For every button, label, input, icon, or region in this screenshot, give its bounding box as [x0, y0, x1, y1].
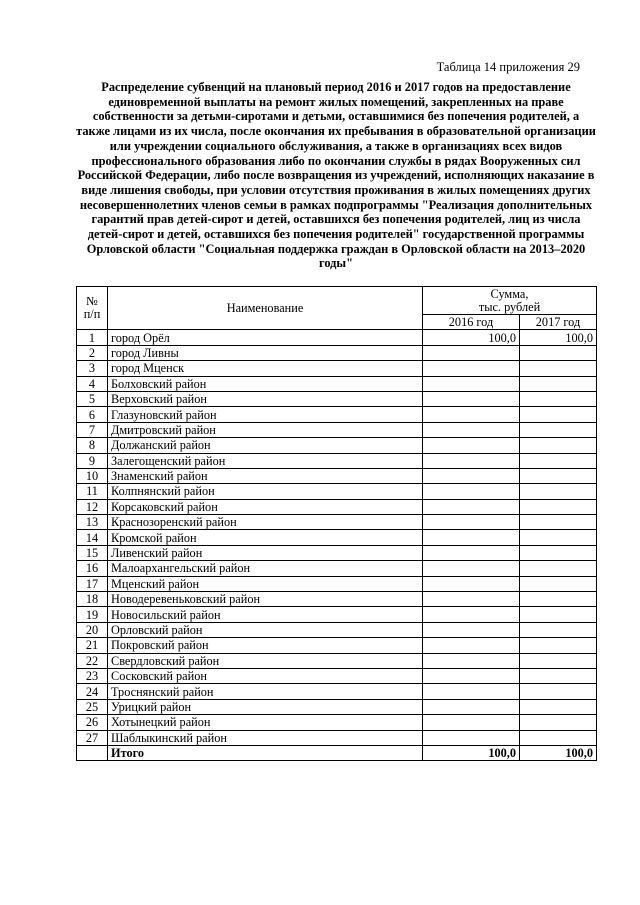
- row-value-2016: [423, 530, 520, 545]
- row-value-2016: [423, 468, 520, 483]
- row-name: Новосильский район: [108, 607, 423, 622]
- row-number: 14: [77, 530, 108, 545]
- row-value-2017: [520, 407, 597, 422]
- table-row: [77, 361, 597, 376]
- row-name: Кромской район: [108, 530, 423, 545]
- total-value-2016: 100,0: [423, 745, 520, 760]
- table-row: [77, 530, 597, 545]
- row-value-2016: [423, 576, 520, 591]
- row-name: Корсаковский район: [108, 499, 423, 514]
- row-value-2017: [520, 345, 597, 360]
- row-name: Малоархангельский район: [108, 561, 423, 576]
- row-value-2016: [423, 622, 520, 637]
- table-row: [77, 345, 597, 360]
- header-number-abbr: п/п: [83, 307, 101, 322]
- header-year-2017: 2017 год: [520, 315, 597, 330]
- row-value-2016: [423, 407, 520, 422]
- row-value-2016: [423, 592, 520, 607]
- row-name: Хотынецкий район: [108, 715, 423, 730]
- row-value-2016: [423, 484, 520, 499]
- row-value-2016: [423, 653, 520, 668]
- row-value-2016: [423, 607, 520, 622]
- row-value-2016: [423, 545, 520, 560]
- row-number: 7: [77, 422, 108, 437]
- row-value-2017: [520, 653, 597, 668]
- table-row: [77, 484, 597, 499]
- row-value-2016: [423, 668, 520, 683]
- row-value-2017: [520, 515, 597, 530]
- table-row: [77, 715, 597, 730]
- row-number: 11: [77, 484, 108, 499]
- row-number: 9: [77, 453, 108, 468]
- row-value-2016: [423, 561, 520, 576]
- row-number: 8: [77, 438, 108, 453]
- table-row: [77, 453, 597, 468]
- row-name: Колпнянский район: [108, 484, 423, 499]
- table-row: [77, 499, 597, 514]
- row-number: 23: [77, 668, 108, 683]
- row-value-2017: [520, 607, 597, 622]
- header-number: [77, 287, 108, 330]
- row-value-2016: [423, 515, 520, 530]
- row-name: Сосковский район: [108, 668, 423, 683]
- total-value-2017: 100,0: [520, 745, 597, 760]
- table-row: [77, 653, 597, 668]
- row-value-2016: [423, 453, 520, 468]
- row-value-2016: [423, 391, 520, 406]
- header-number-symbol: №: [86, 294, 98, 309]
- table-row: [77, 376, 597, 391]
- row-number: 1: [77, 330, 108, 345]
- header-sum-label: Сумма,: [490, 286, 529, 301]
- total-label: Итого: [108, 745, 423, 760]
- row-value-2017: [520, 499, 597, 514]
- row-name: Свердловский район: [108, 653, 423, 668]
- row-value-2017: [520, 622, 597, 637]
- row-name: Залегощенский район: [108, 453, 423, 468]
- table-row: [77, 422, 597, 437]
- row-value-2016: [423, 684, 520, 699]
- table-row: [77, 576, 597, 591]
- header-year-2016: 2016 год: [423, 315, 520, 330]
- row-value-2017: [520, 468, 597, 483]
- table-row: [77, 438, 597, 453]
- row-number: 18: [77, 592, 108, 607]
- row-number: 10: [77, 468, 108, 483]
- row-value-2017: [520, 530, 597, 545]
- table-row: [77, 330, 597, 345]
- row-number: 13: [77, 515, 108, 530]
- table-row: [77, 684, 597, 699]
- row-number: 27: [77, 730, 108, 745]
- row-number: 6: [77, 407, 108, 422]
- table-row: [77, 622, 597, 637]
- row-number: 19: [77, 607, 108, 622]
- row-number: 4: [77, 376, 108, 391]
- row-value-2016: [423, 638, 520, 653]
- row-value-2016: [423, 361, 520, 376]
- header-name: Наименование: [108, 287, 423, 330]
- table-row: [77, 545, 597, 560]
- row-value-2016: [423, 499, 520, 514]
- row-value-2017: [520, 453, 597, 468]
- row-name: Шаблыкинский район: [108, 730, 423, 745]
- row-name: Дмитровский район: [108, 422, 423, 437]
- table-row: [77, 699, 597, 714]
- row-name: Мценский район: [108, 576, 423, 591]
- row-value-2017: [520, 592, 597, 607]
- row-number: 21: [77, 638, 108, 653]
- table-body: [77, 287, 597, 761]
- row-number: 22: [77, 653, 108, 668]
- row-name: Верховский район: [108, 391, 423, 406]
- table-caption: Таблица 14 приложения 29: [436, 60, 580, 74]
- row-number: 15: [77, 545, 108, 560]
- row-value-2017: [520, 730, 597, 745]
- row-number: 26: [77, 715, 108, 730]
- row-value-2016: [423, 699, 520, 714]
- row-value-2017: 100,0: [520, 330, 597, 345]
- row-value-2016: 100,0: [423, 330, 520, 345]
- row-number: 3: [77, 361, 108, 376]
- row-name: Ливенский район: [108, 545, 423, 560]
- row-name: Орловский район: [108, 622, 423, 637]
- row-value-2017: [520, 699, 597, 714]
- row-number: 16: [77, 561, 108, 576]
- row-value-2016: [423, 376, 520, 391]
- subvention-table: [76, 286, 597, 761]
- row-name: Глазуновский район: [108, 407, 423, 422]
- row-value-2017: [520, 715, 597, 730]
- row-number: 12: [77, 499, 108, 514]
- table-row: [77, 638, 597, 653]
- row-value-2016: [423, 422, 520, 437]
- row-name: Краснозоренский район: [108, 515, 423, 530]
- row-value-2017: [520, 638, 597, 653]
- table-row: [77, 730, 597, 745]
- header-sum-unit: тыс. рублей: [478, 299, 541, 314]
- row-value-2017: [520, 422, 597, 437]
- row-name: Болховский район: [108, 376, 423, 391]
- row-value-2017: [520, 484, 597, 499]
- row-name: город Ливны: [108, 345, 423, 360]
- header-row: [77, 287, 597, 315]
- row-value-2017: [520, 376, 597, 391]
- table-row: [77, 592, 597, 607]
- row-number: 5: [77, 391, 108, 406]
- row-name: город Орёл: [108, 330, 423, 345]
- table-row: [77, 391, 597, 406]
- header-sum: [423, 287, 597, 315]
- total-row: [77, 745, 597, 760]
- row-value-2017: [520, 391, 597, 406]
- row-value-2016: [423, 345, 520, 360]
- row-name: Новодеревеньковский район: [108, 592, 423, 607]
- row-name: Должанский район: [108, 438, 423, 453]
- document-title: Распределение субвенций на плановый период 2016 и 2017 годов на предоставление единовременной выплаты на ремонт жилых помещений, закрепленных на праве собственности за детьми-сиротами и детьми, оставшимися без попечения родителей, а также лицами из их числа, после окончания их пребывания в образовательной организации или учреждении социального обслуживания, а также в организациях всех видов профессионального образования либо по окончании службы в рядах Вооруженных сил Российской Федерации, либо после возвращения из учреждений, исполняющих наказание в виде лишения свободы, при условии отсутствия проживания в жилых помещениях других несовершеннолетних членов семьи в рамках подпрограммы "Реализация дополнительных гарантий прав детей-сирот и детей, оставшихся без попечения родителей, лиц из числа детей-сирот и детей, оставшихся без попечения родителей" государственной программы Орловской области "Социальная поддержка граждан в Орловской области на 2013–2020 годы": [76, 80, 596, 271]
- row-value-2017: [520, 684, 597, 699]
- row-number: 24: [77, 684, 108, 699]
- row-value-2017: [520, 438, 597, 453]
- row-value-2017: [520, 545, 597, 560]
- row-number: 2: [77, 345, 108, 360]
- row-name: Троснянский район: [108, 684, 423, 699]
- table-row: [77, 668, 597, 683]
- row-value-2016: [423, 730, 520, 745]
- row-value-2016: [423, 438, 520, 453]
- table-row: [77, 515, 597, 530]
- row-value-2017: [520, 361, 597, 376]
- row-value-2017: [520, 668, 597, 683]
- table-row: [77, 607, 597, 622]
- row-value-2017: [520, 576, 597, 591]
- row-value-2017: [520, 561, 597, 576]
- row-name: Покровский район: [108, 638, 423, 653]
- row-number: 17: [77, 576, 108, 591]
- row-name: Урицкий район: [108, 699, 423, 714]
- row-number: 20: [77, 622, 108, 637]
- row-name: Знаменский район: [108, 468, 423, 483]
- total-number: [77, 745, 108, 760]
- row-name: город Мценск: [108, 361, 423, 376]
- row-value-2016: [423, 715, 520, 730]
- table-row: [77, 561, 597, 576]
- table-row: [77, 407, 597, 422]
- row-number: 25: [77, 699, 108, 714]
- table-row: [77, 468, 597, 483]
